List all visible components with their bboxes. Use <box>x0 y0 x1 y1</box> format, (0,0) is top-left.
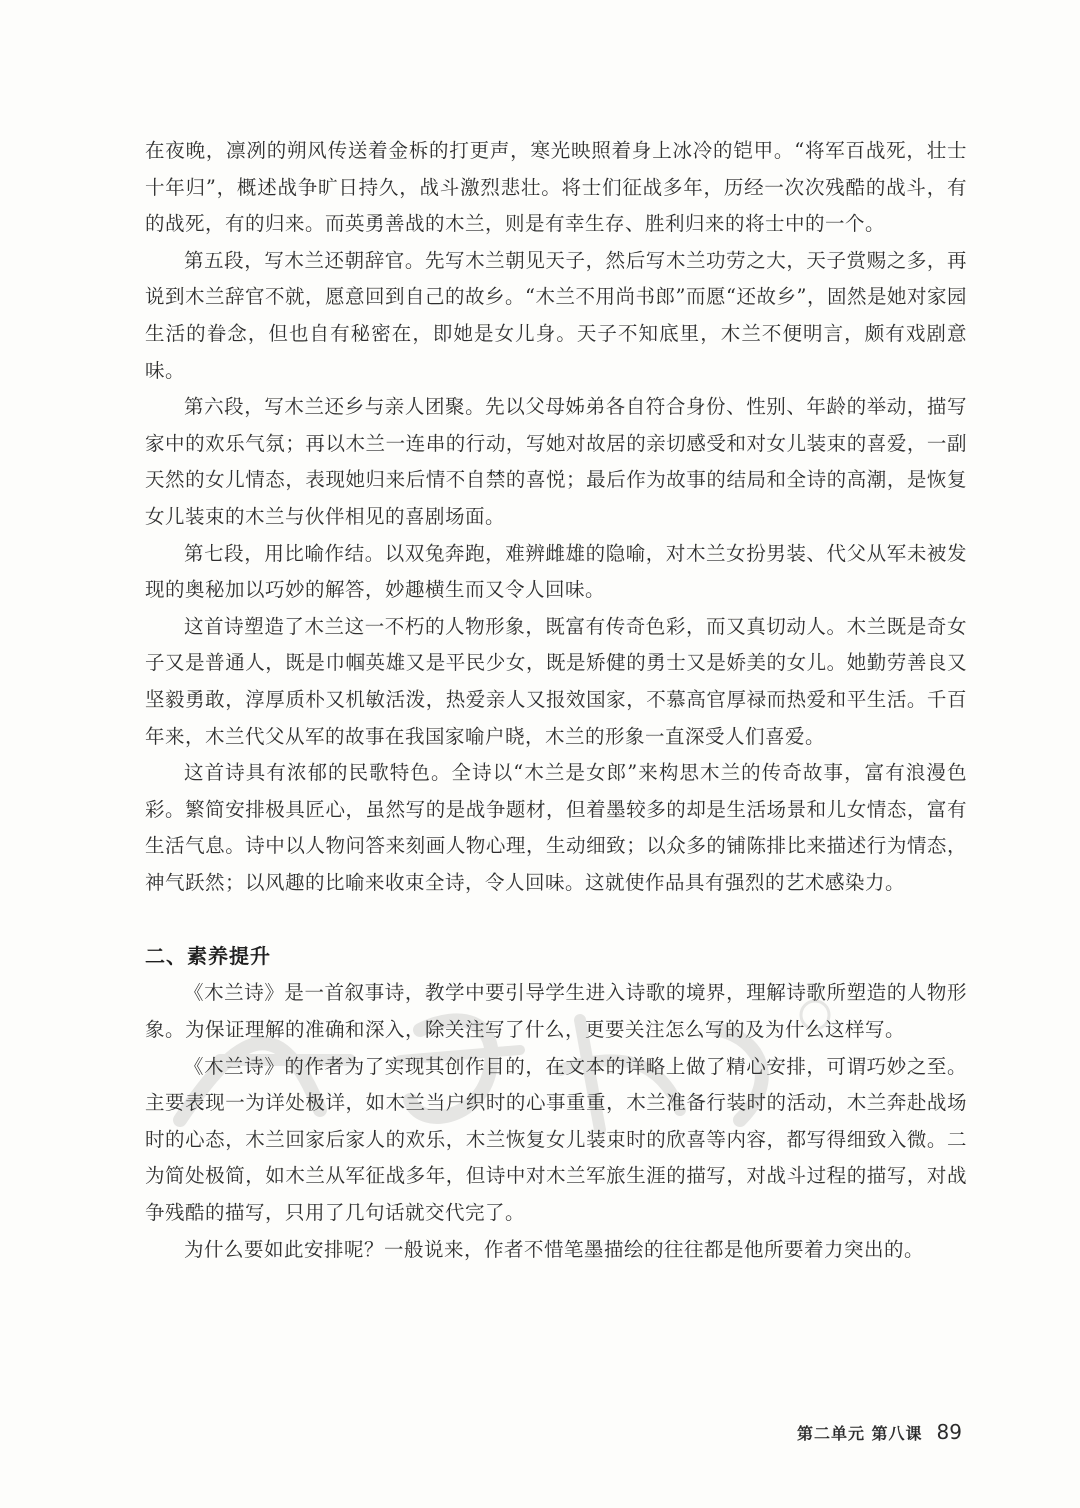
section-heading: 二、素养提升 <box>145 944 271 969</box>
paragraph-why-arrangement: 为什么要如此安排呢？一般说来，作者不惜笔墨描绘的往往都是他所要着力突出的。 <box>184 1237 925 1261</box>
paragraph-character-image: 这首诗塑造了木兰这一不朽的人物形象，既富有传奇色彩，而又真切动人。木兰既是奇女子又是普通人，既是巾帼英雄又是平民少女，既是矫健的勇士又是娇美的女儿。她勤劳善良又坚毅勇敢，淳厚质朴又机敏活泼，热爱亲人又报效国家，不慕高官厚禄而热爱和平生活。千百年来，木兰代父从军的故事在我国家喻户晓，木兰的形象一直深受人们喜爱。 <box>145 614 967 748</box>
body-text <box>145 133 967 1268</box>
paragraph-folk-song-features: 这首诗具有浓郁的民歌特色。全诗以“木兰是女郎”来构思木兰的传奇故事，富有浪漫色彩。繁简安排极具匠心，虽然写的是战争题材，但着墨较多的却是生活场景和儿女情态，富有生活气息。诗中以人物问答来刻画人物心理，生动细致；以众多的铺陈排比来描述行为情态，神气跃然；以风趣的比喻来收束全诗，令人回味。这就使作品具有强烈的艺术感染力。 <box>145 761 967 894</box>
paragraph-detail-arrangement: 《木兰诗》的作者为了实现其创作目的，在文本的详略上做了精心安排，可谓巧妙之至。主要表现一为详处极详，如木兰当户织时的心事重重，木兰准备行装时的活动，木兰奔赴战场时的心态，木兰回家后家人的欢乐，木兰恢复女儿装束时的欣喜等内容，都写得细致入微。二为简处极简，如木兰从军征战多年，但诗中对木兰军旅生涯的描写，对战斗过程的描写，对战争残酷的描写，只用了几句话就交代完了。 <box>145 1054 967 1225</box>
paragraph-fifth-section: 第五段，写木兰还朝辞官。先写木兰朝见天子，然后写木兰功劳之大，天子赏赐之多，再说到木兰辞官不就，愿意回到自己的故乡。“木兰不用尚书郎”而愿“还故乡”，固然是她对家园生活的眷念，但也自有秘密在，即她是女儿身。天子不知底里，木兰不便明言，颇有戏剧意味。 <box>145 248 967 382</box>
paragraph-continuation: 在夜晚，凛冽的朔风传送着金柝的打更声，寒光映照着身上冰冷的铠甲。“将军百战死，壮士十年归”，概述战争旷日持久，战斗激烈悲壮。将士们征战多年，历经一次次残酷的战斗，有的战死，有的归来。而英勇善战的木兰，则是有幸生存、胜利归来的将士中的一个。 <box>145 139 967 236</box>
page-number: 89 <box>936 1420 962 1444</box>
paragraph-narrative-poem: 《木兰诗》是一首叙事诗，教学中要引导学生进入诗歌的境界，理解诗歌所塑造的人物形象。为保证理解的准确和深入，除关注写了什么，更要关注怎么写的及为什么这样写。 <box>145 981 967 1042</box>
paragraph-seventh-section: 第七段，用比喻作结。以双兔奔跑，难辨雌雄的隐喻，对木兰女扮男装、代父从军未被发现的奥秘加以巧妙的解答，妙趣横生而又令人回味。 <box>145 541 967 602</box>
unit-lesson-label: 第二单元 第八课 <box>796 1424 923 1443</box>
paragraph-sixth-section: 第六段，写木兰还乡与亲人团聚。先以父母姊弟各自符合身份、性别、年龄的举动，描写家中的欢乐气氛；再以木兰一连串的行动，写她对故居的亲切感受和对女儿装束的喜爱，一副天然的女儿情态，表现她归来后情不自禁的喜悦；最后作为故事的结局和全诗的高潮，是恢复女儿装束的木兰与伙伴相见的喜剧场面。 <box>145 395 967 528</box>
page-footer <box>797 1420 962 1444</box>
